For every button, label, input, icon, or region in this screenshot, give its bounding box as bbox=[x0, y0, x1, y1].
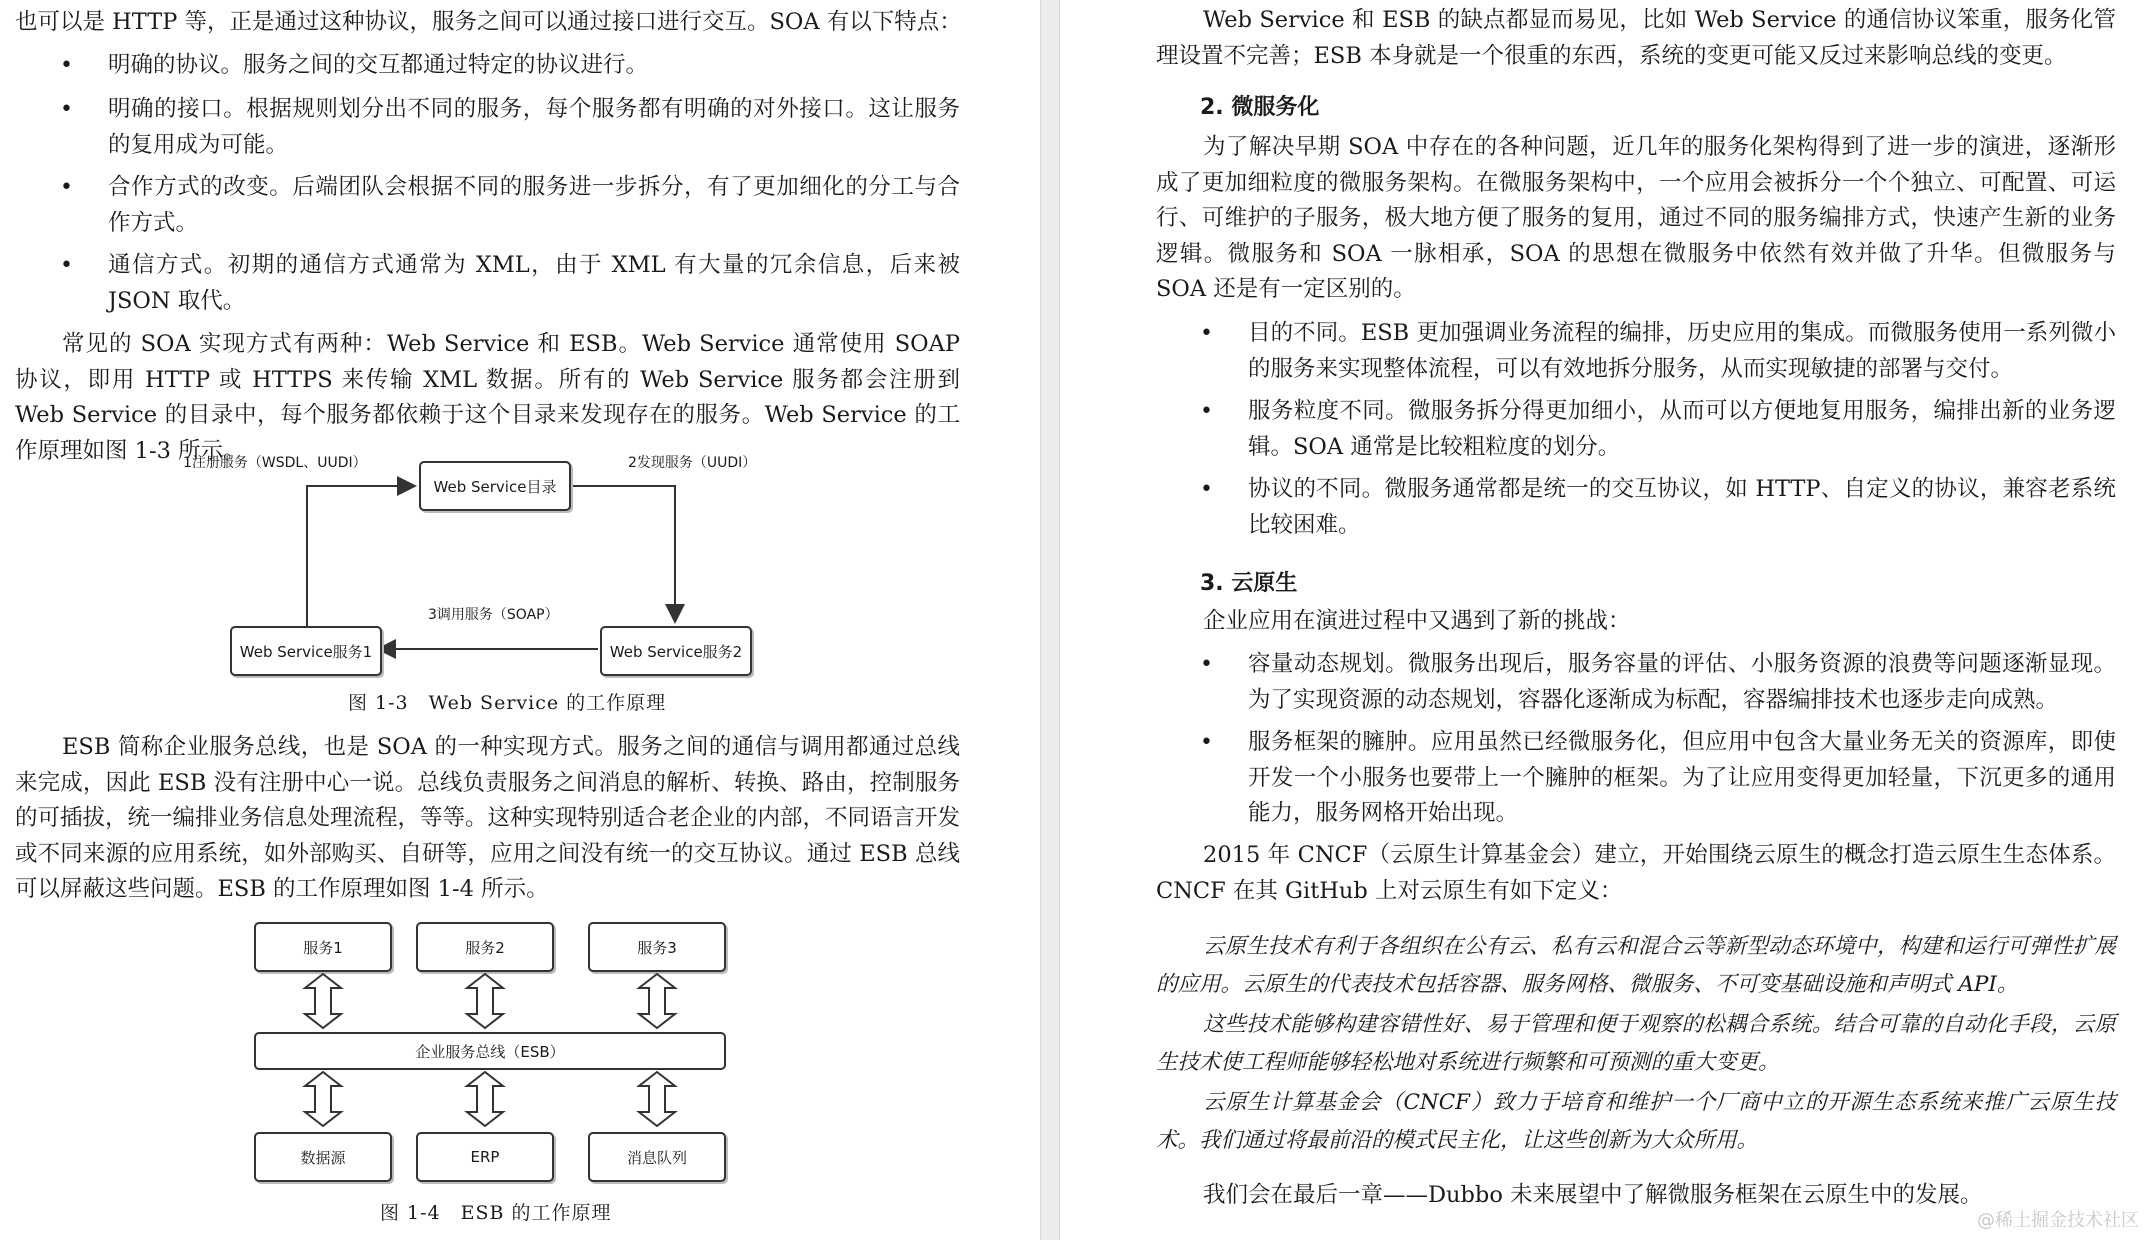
bullet-item: 服务粒度不同。微服务拆分得更加细小，从而可以方便地复用服务，编排出新的业务逻辑。SOA 通常是比较粗粒度的划分。 bbox=[1248, 398, 2116, 460]
bullet-item: 容量动态规划。微服务出现后，服务容量的评估、小服务资源的浪费等问题逐渐显现。为了实现资源的动态规划，容器化逐渐成为标配，容器编排技术也逐步走向成熟。 bbox=[1248, 651, 2116, 713]
web-service-1-box: Web Service服务1 bbox=[230, 626, 382, 676]
bullet-dot: • bbox=[60, 53, 73, 78]
double-arrow-icon bbox=[305, 974, 341, 1028]
closing-paragraph: 我们会在最后一章——Dubbo 未来展望中了解微服务框架在云原生中的发展。 bbox=[1203, 1182, 1983, 1208]
register-label: 1注册服务（WSDL、UUDI） bbox=[183, 455, 367, 471]
esb-bus-box: 企业服务总线（ESB） bbox=[254, 1032, 726, 1070]
bullet-dot: • bbox=[1200, 321, 1213, 346]
cncf-definition-quote: 这些技术能够构建容错性好、易于管理和便于观察的松耦合系统。结合可靠的自动化手段，云原生技术使工程师能够轻松地对系统进行频繁和可预测的重大变更。 bbox=[1156, 1012, 2116, 1075]
datasource-box: 数据源 bbox=[254, 1132, 392, 1182]
web-service-2-box: Web Service服务2 bbox=[600, 626, 752, 676]
cloud-native-heading: 3. 云原生 bbox=[1200, 571, 1298, 596]
intro-paragraph: 也可以是 HTTP 等，正是通过这种协议，服务之间可以通过接口进行交互。SOA 有以下特点： bbox=[15, 9, 962, 35]
service-2-box: 服务2 bbox=[416, 922, 554, 972]
esb-paragraph: ESB 简称企业服务总线，也是 SOA 的一种实现方式。服务之间的通信与调用都通过总线来完成，因此 ESB 没有注册中心一说。总线负责服务之间消息的解析、转换、路由，控制服务的可插拔，统一编排业务信息处理流程，等等。这种实现特别适合老企业的内部，不同语言开发或不同来源的应用系统，如外部购买、自研等，应用之间没有统一的交互协议。通过 ESB 总线可以屏蔽这些问题。ESB 的工作原理如图 1-4 所示。 bbox=[15, 734, 961, 902]
cloud-challenges-paragraph: 企业应用在演进过程中又遇到了新的挑战： bbox=[1203, 608, 1631, 634]
bullet-dot: • bbox=[60, 175, 73, 200]
message-queue-box: 消息队列 bbox=[588, 1132, 726, 1182]
bullet-dot: • bbox=[60, 253, 73, 278]
web-service-directory-box: Web Service目录 bbox=[419, 461, 571, 511]
erp-box: ERP bbox=[416, 1132, 554, 1182]
discover-label: 2发现服务（UUDI） bbox=[628, 455, 757, 471]
bullet-dot: • bbox=[1200, 399, 1213, 424]
bullet-item: 目的不同。ESB 更加强调业务流程的编排，历史应用的集成。而微服务使用一系列微小的服务来实现整体流程，可以有效地拆分服务，从而实现敏捷的部署与交付。 bbox=[1248, 320, 2116, 382]
bullet-dot: • bbox=[1200, 652, 1213, 677]
cncf-definition-quote: 云原生技术有利于各组织在公有云、私有云和混合云等新型动态环境中，构建和运行可弹性扩展的应用。云原生的代表技术包括容器、服务网格、微服务、不可变基础设施和声明式 API。 bbox=[1156, 934, 2116, 997]
bullet-item: 合作方式的改变。后端团队会根据不同的服务进一步拆分，有了更加细化的分工与合作方式。 bbox=[108, 174, 960, 236]
bullet-item: 明确的接口。根据规则划分出不同的服务，每个服务都有明确的对外接口。这让服务的复用成为可能。 bbox=[108, 96, 960, 158]
cncf-paragraph: 2015 年 CNCF（云原生计算基金会）建立，开始围绕云原生的概念打造云原生生态体系。CNCF 在其 GitHub 上对云原生有如下定义： bbox=[1156, 842, 2116, 904]
service-1-box: 服务1 bbox=[254, 922, 392, 972]
double-arrow-icon bbox=[467, 974, 503, 1028]
figure-1-4-arrows bbox=[0, 0, 1040, 1240]
bullet-item: 协议的不同。微服务通常都是统一的交互协议，如 HTTP、自定义的协议，兼容老系统比较困难。 bbox=[1248, 476, 2116, 538]
cncf-definition-quote: 云原生计算基金会（CNCF）致力于培育和维护一个厂商中立的开源生态系统来推广云原生技术。我们通过将最前沿的模式民主化，让这些创新为大众所用。 bbox=[1156, 1090, 2116, 1153]
bullet-item: 通信方式。初期的通信方式通常为 XML，由于 XML 有大量的冗余信息，后来被 JSON 取代。 bbox=[108, 252, 960, 314]
bullet-item: 明确的协议。服务之间的交互都通过特定的协议进行。 bbox=[108, 52, 649, 78]
double-arrow-icon bbox=[305, 1072, 341, 1126]
double-arrow-icon bbox=[467, 1072, 503, 1126]
double-arrow-icon bbox=[639, 1072, 675, 1126]
service-3-box: 服务3 bbox=[588, 922, 726, 972]
figure-1-3-caption: 图 1-3 Web Service 的工作原理 bbox=[348, 692, 667, 714]
right-page bbox=[1060, 0, 2153, 1240]
double-arrow-icon bbox=[639, 974, 675, 1028]
left-page bbox=[0, 0, 1040, 1240]
page-gutter bbox=[1040, 0, 1060, 1240]
bullet-dot: • bbox=[60, 97, 73, 122]
bullet-item: 服务框架的臃肿。应用虽然已经微服务化，但应用中包含大量业务无关的资源库，即使开发一个小服务也要带上一个臃肿的框架。为了让应用变得更加轻量，下沉更多的通用能力，服务网格开始出现。 bbox=[1248, 729, 2116, 826]
call-label: 3调用服务（SOAP） bbox=[428, 607, 559, 623]
bullet-dot: • bbox=[1200, 730, 1213, 755]
figure-1-4-caption: 图 1-4 ESB 的工作原理 bbox=[380, 1202, 612, 1224]
soa-implementations-paragraph: 常见的 SOA 实现方式有两种：Web Service 和 ESB。Web Service 通常使用 SOAP 协议，即用 HTTP 或 HTTPS 来传输 XML 数据。所有的 Web Service 服务都会注册到 Web Service 的目录中，每个服务都依赖于这个目录来发现存在的服务。Web Service 的工作原理如图 1-3 所示。 bbox=[15, 331, 960, 464]
bullet-dot: • bbox=[1200, 477, 1213, 502]
microservices-heading: 2. 微服务化 bbox=[1200, 95, 1320, 120]
watermark: @稀土掘金技术社区 bbox=[1977, 1210, 2139, 1231]
microservices-paragraph: 为了解决早期 SOA 中存在的各种问题，近几年的服务化架构得到了进一步的演进，逐渐形成了更加细粒度的微服务架构。在微服务架构中，一个应用会被拆分一个个独立、可配置、可运行、可维护的子服务，极大地方便了服务的复用，通过不同的服务编排方式，快速产生新的业务逻辑。微服务和 SOA 一脉相承，SOA 的思想在微服务中依然有效并做了升华。但微服务与 SOA 还是有一定区别的。 bbox=[1156, 134, 2116, 302]
shortcomings-paragraph: Web Service 和 ESB 的缺点都显而易见，比如 Web Service 的通信协议笨重，服务化管理设置不完善；ESB 本身就是一个很重的东西，系统的变更可能又反过来影响总线的变更。 bbox=[1156, 7, 2116, 69]
